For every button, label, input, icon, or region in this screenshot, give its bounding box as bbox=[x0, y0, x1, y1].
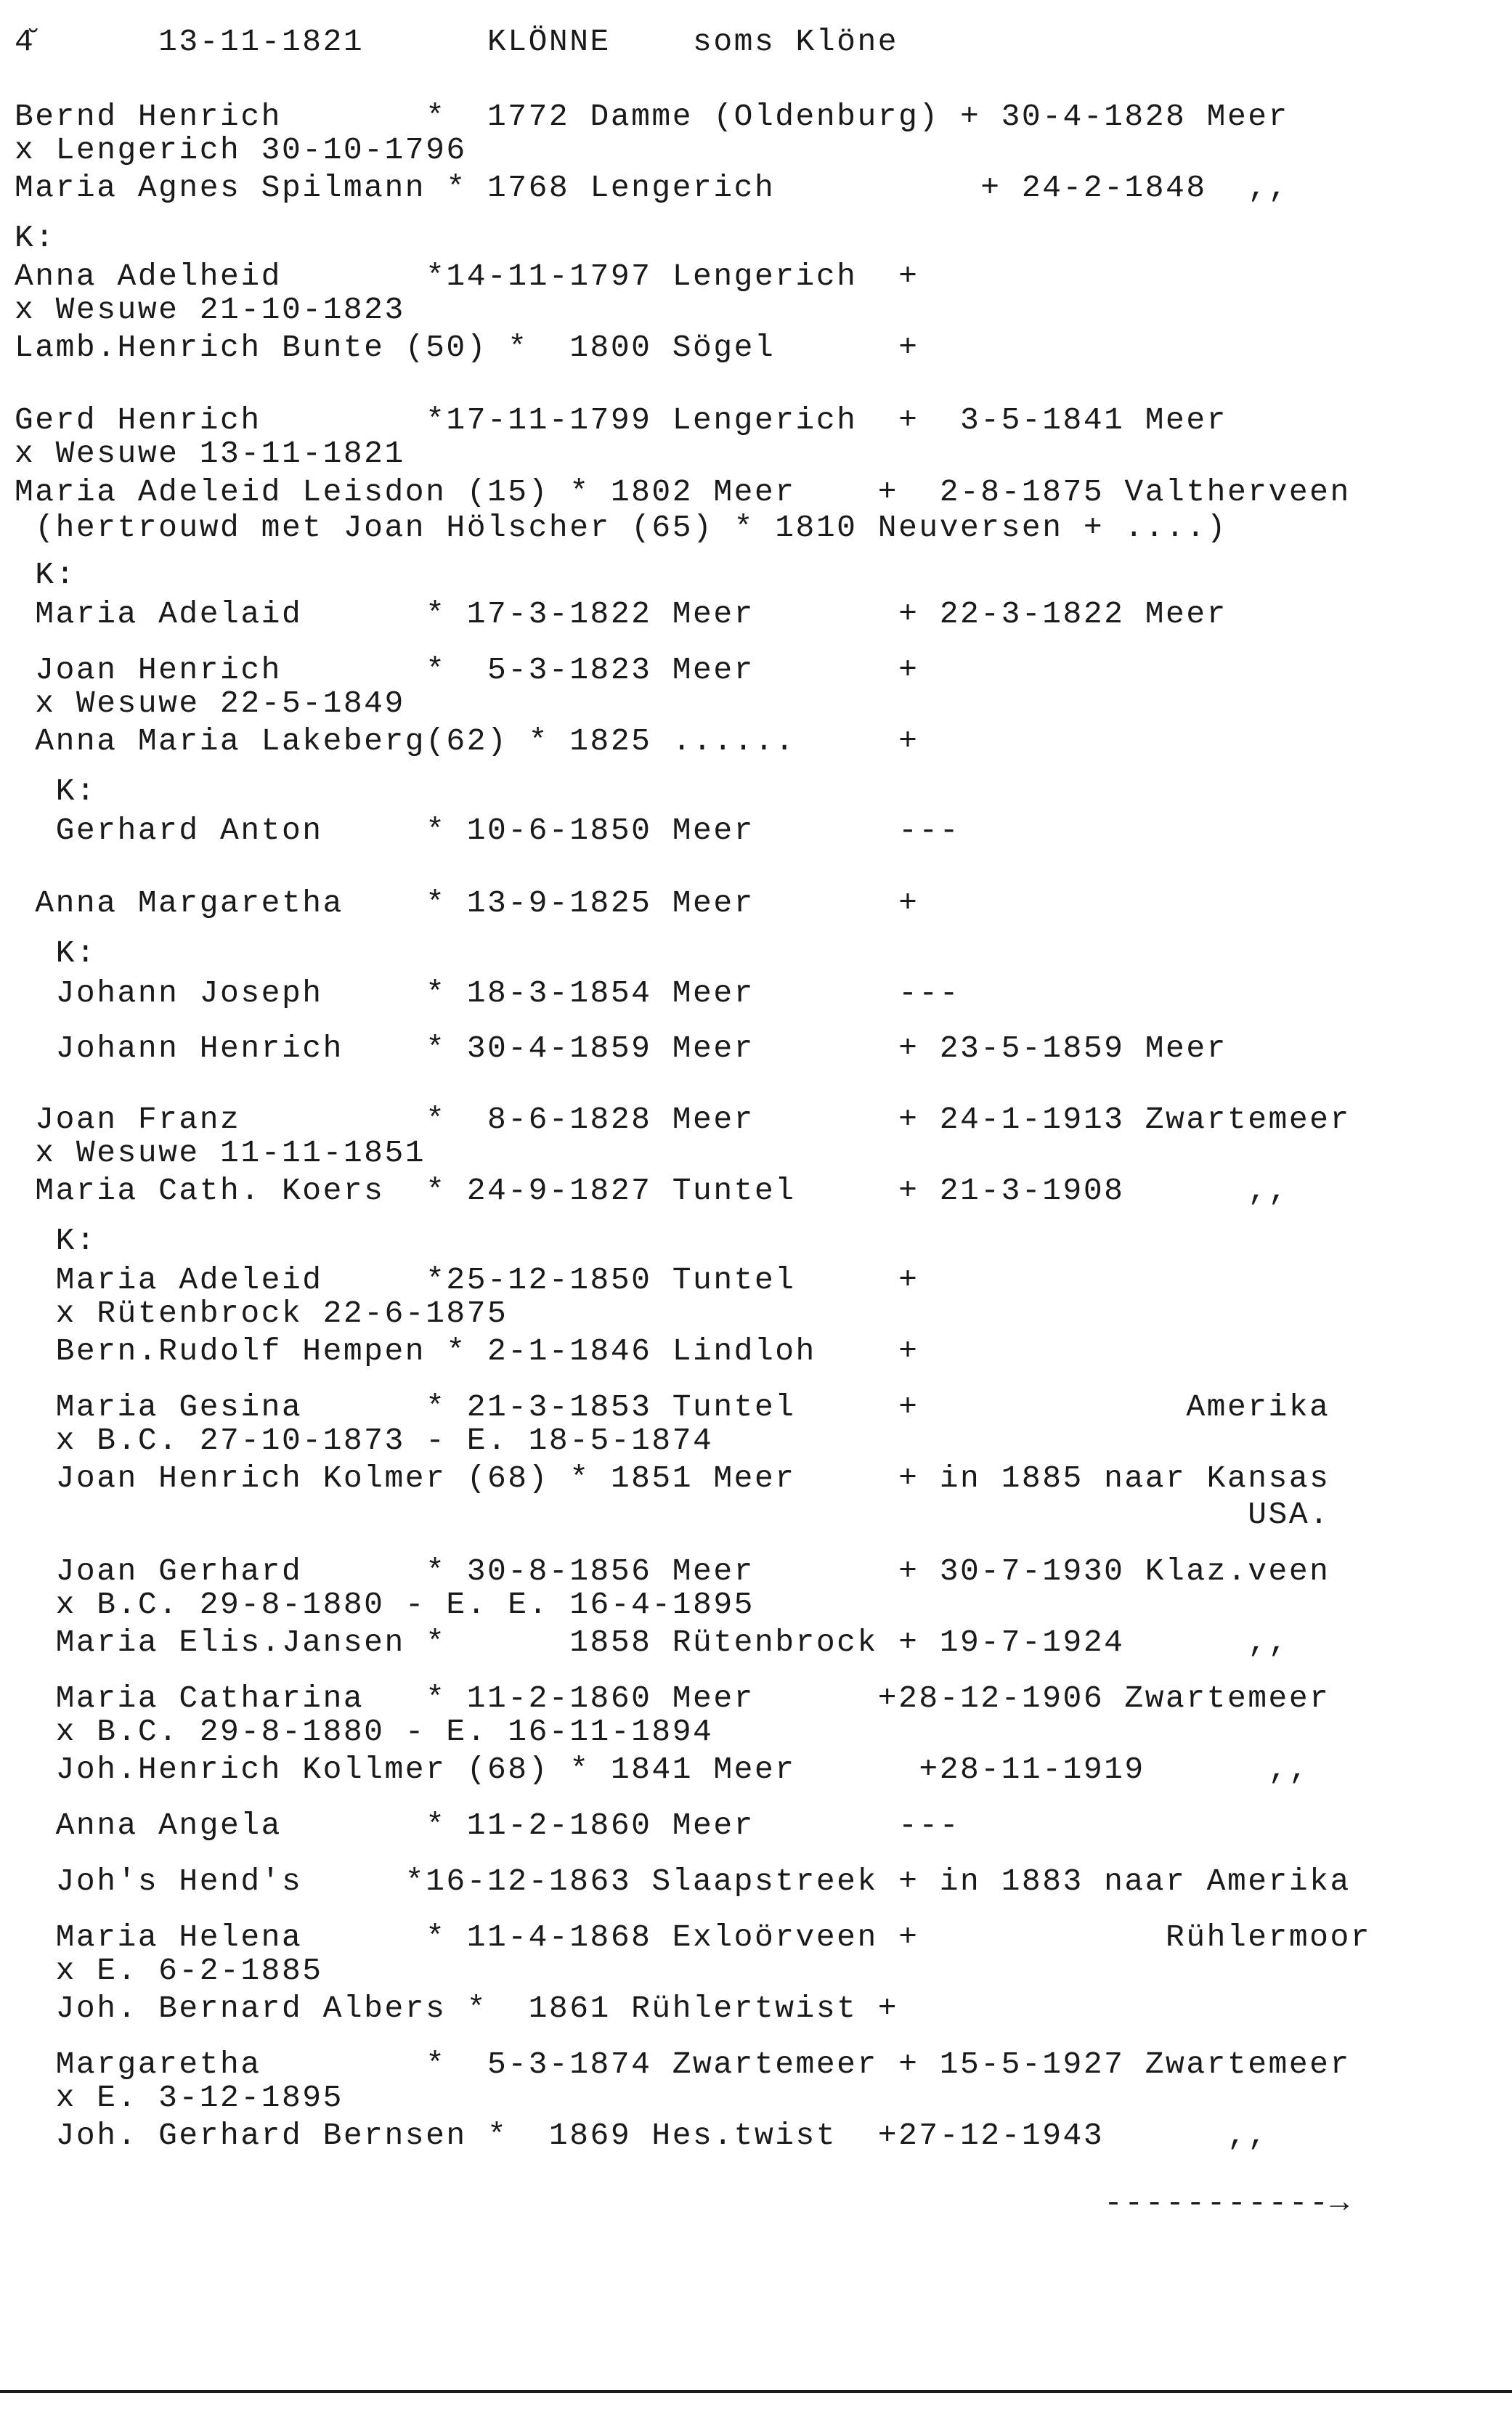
text-line: x Wesuwe 21-10-1823 bbox=[15, 292, 405, 328]
text-line: Margaretha * 5-3-1874 Zwartemeer + 15-5-1927 Zwartemeer bbox=[15, 2047, 1351, 2082]
text-line: Johann Joseph * 18-3-1854 Meer --- bbox=[15, 975, 960, 1011]
bottom-rule bbox=[0, 2390, 1512, 2393]
text-line: Maria Agnes Spilmann * 1768 Lengerich + 24-2-1848 ,, bbox=[15, 170, 1289, 206]
text-line: Johann Henrich * 30-4-1859 Meer + 23-5-1859 Meer bbox=[15, 1031, 1227, 1066]
text-line: K: bbox=[15, 220, 56, 256]
text-line: Maria Elis.Jansen * 1858 Rütenbrock + 19-7-1924 ,, bbox=[15, 1625, 1289, 1660]
text-line: Joh's Hend's *16-12-1863 Slaapstreek + in 1883 naar Amerika bbox=[15, 1864, 1351, 1899]
text-line: Anna Maria Lakeberg(62) * 1825 ...... + bbox=[15, 723, 919, 759]
text-line: Maria Cath. Koers * 24-9-1827 Tuntel + 21-3-1908 ,, bbox=[15, 1173, 1289, 1208]
text-line: x Wesuwe 22-5-1849 bbox=[15, 686, 405, 721]
text-line: Anna Adelheid *14-11-1797 Lengerich + bbox=[15, 259, 919, 294]
text-line: -----------→ bbox=[15, 2185, 1351, 2221]
text-line: K: bbox=[15, 1223, 97, 1259]
text-line: x Rütenbrock 22-6-1875 bbox=[15, 1296, 508, 1331]
text-line: Lamb.Henrich Bunte (50) * 1800 Sögel + bbox=[15, 330, 919, 365]
text-line: Gerd Henrich *17-11-1799 Lengerich + 3-5-1841 Meer bbox=[15, 402, 1227, 438]
text-line: Maria Catharina * 11-2-1860 Meer +28-12-1906 Zwartemeer bbox=[15, 1681, 1330, 1716]
text-line: USA. bbox=[15, 1497, 1330, 1532]
text-line: x B.C. 29-8-1880 - E. E. 16-4-1895 bbox=[15, 1587, 755, 1622]
text-line: Joan Gerhard * 30-8-1856 Meer + 30-7-1930 Klaz.veen bbox=[15, 1553, 1330, 1589]
text-line: Joh. Bernard Albers * 1861 Rühlertwist + bbox=[15, 1991, 899, 2026]
text-line: K: bbox=[15, 773, 97, 809]
text-line: x E. 6-2-1885 bbox=[15, 1953, 323, 1988]
text-line: 4̆ 13-11-1821 KLÖNNE soms Klöne bbox=[15, 24, 899, 60]
text-line: Gerhard Anton * 10-6-1850 Meer --- bbox=[15, 813, 960, 848]
text-line: Joh.Henrich Kollmer (68) * 1841 Meer +28-11-1919 ,, bbox=[15, 1752, 1310, 1787]
text-line: Joan Henrich Kolmer (68) * 1851 Meer + in 1885 naar Kansas bbox=[15, 1460, 1330, 1496]
text-line: (hertrouwd met Joan Hölscher (65) * 1810 Neuversen + ....) bbox=[15, 510, 1227, 545]
text-line: x B.C. 27-10-1873 - E. 18-5-1874 bbox=[15, 1423, 714, 1458]
text-line: Joan Franz * 8-6-1828 Meer + 24-1-1913 Zwartemeer bbox=[15, 1102, 1351, 1137]
text-line: Joan Henrich * 5-3-1823 Meer + bbox=[15, 652, 919, 688]
text-line: Maria Adelaid * 17-3-1822 Meer + 22-3-1822 Meer bbox=[15, 596, 1227, 632]
text-line: x Lengerich 30-10-1796 bbox=[15, 132, 467, 168]
text-line: Joh. Gerhard Bernsen * 1869 Hes.twist +27-12-1943 ,, bbox=[15, 2118, 1269, 2153]
text-line: x Wesuwe 11-11-1851 bbox=[15, 1135, 426, 1171]
text-line: Bern.Rudolf Hempen * 2-1-1846 Lindloh + bbox=[15, 1333, 919, 1369]
text-line: Maria Helena * 11-4-1868 Exloörveen + Rühlermoor bbox=[15, 1919, 1372, 1955]
text-line: x Wesuwe 13-11-1821 bbox=[15, 436, 405, 471]
text-line: Maria Gesina * 21-3-1853 Tuntel + Amerika bbox=[15, 1389, 1330, 1425]
text-line: Anna Angela * 11-2-1860 Meer --- bbox=[15, 1808, 960, 1843]
text-line: K: bbox=[15, 935, 97, 971]
text-line: Anna Margaretha * 13-9-1825 Meer + bbox=[15, 885, 919, 921]
text-line: K: bbox=[15, 557, 76, 593]
text-line: Bernd Henrich * 1772 Damme (Oldenburg) + 30-4-1828 Meer bbox=[15, 99, 1289, 134]
text-line: x E. 3-12-1895 bbox=[15, 2080, 344, 2116]
text-line: Maria Adeleid *25-12-1850 Tuntel + bbox=[15, 1262, 919, 1298]
text-line: Maria Adeleid Leisdon (15) * 1802 Meer + 2-8-1875 Valtherveen bbox=[15, 474, 1351, 510]
text-line: x B.C. 29-8-1880 - E. 16-11-1894 bbox=[15, 1714, 714, 1749]
